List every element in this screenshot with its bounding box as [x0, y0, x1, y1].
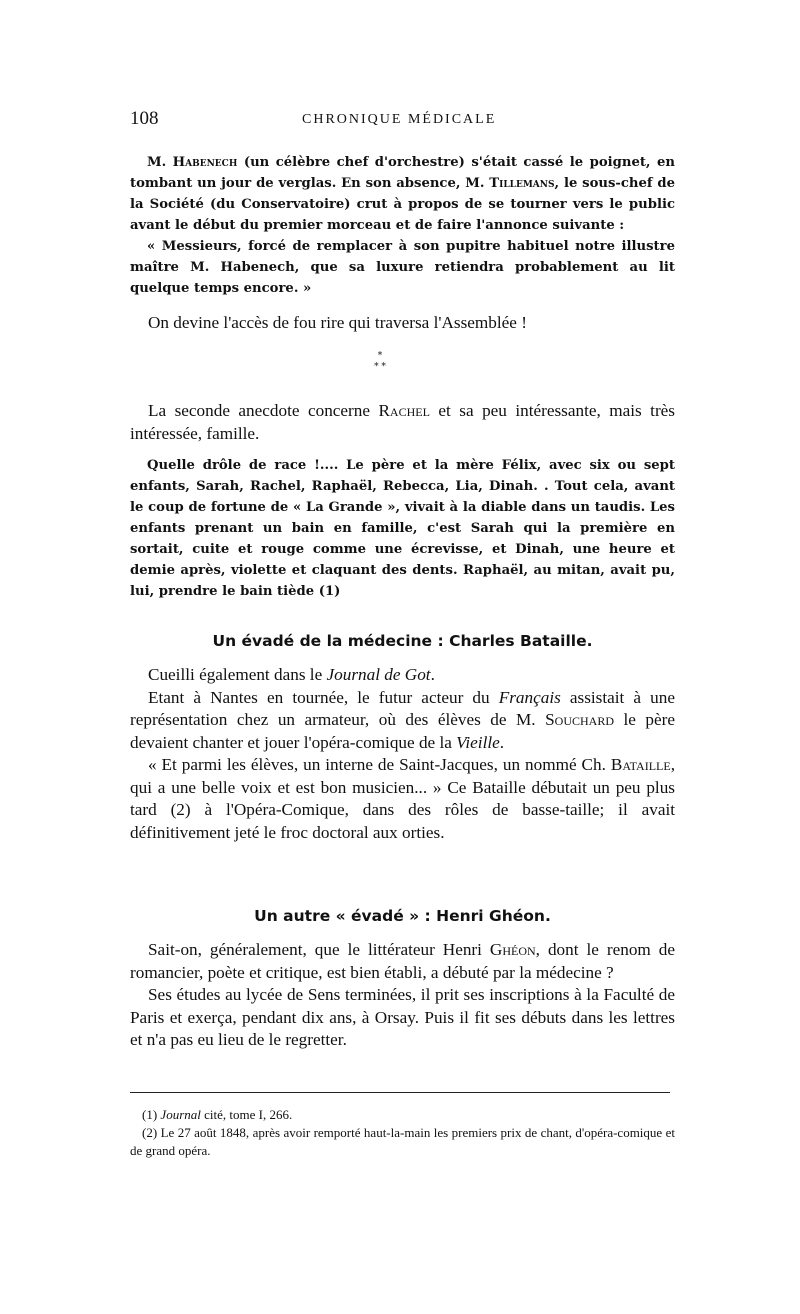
- text-run: le père devaient chanter et jouer l'opéra-comique de la: [130, 710, 675, 752]
- text-fou-rire: On devine l'accès de fou rire qui traversa l'Assemblée !: [148, 313, 527, 332]
- title-journal: Journal: [160, 1107, 201, 1122]
- text-run: , dont le renom de romancier, poète et critique, est bien établi, a débuté par la médecine ?: [130, 940, 676, 982]
- section-heading-gheon: Un autre « évadé » : Henri Ghéon.: [254, 907, 551, 925]
- text-run: , le sous-chef de la Société (du Conservatoire) crut à propos de se tourner vers le public avant le début du premier morceau et de faire l'annonce suivante :: [130, 176, 676, 233]
- paragraph-habenech: [130, 152, 675, 236]
- text-run: cité, tome I, 266.: [200, 1107, 293, 1122]
- name-rachel: Rachel: [378, 401, 430, 420]
- name-souchard: Souchard: [545, 710, 614, 729]
- running-title: CHRONIQUE MÉDICALE: [302, 112, 497, 127]
- text-run: , qui a une belle voix et est bon musicien... » Ce Bataille débutait un peu plus tard (2) à l'Opéra-Comique, dans des rôles de basse-taille; il avait définitivement jeté le froc doctoral aux orties.: [130, 755, 675, 842]
- footnotes: [130, 1106, 675, 1160]
- text-run: et sa peu intéressante, mais très intéressée, famille.: [130, 401, 675, 443]
- text-run: assistait à une représentation chez un armateur, où des élèves de M.: [130, 687, 675, 729]
- asterism-top: *: [377, 351, 383, 361]
- paragraph-famille-felix: [130, 455, 675, 602]
- footnote-number: (1): [142, 1107, 161, 1122]
- text-run: .: [499, 732, 505, 752]
- title-journal-de-got: Journal de Got: [326, 665, 431, 684]
- paragraph-rachel: [130, 400, 675, 445]
- paragraph-fou-rire: [130, 312, 675, 335]
- paragraph-saint-jacques: [130, 754, 675, 844]
- text-run: Cueilli également dans le: [148, 665, 327, 684]
- text-famille-felix: Quelle drôle de race !.... Le père et la mère Félix, avec six ou sept enfants, Sarah, Rachel, Raphaël, Rebecca, Lia, Dinah. . Tout cela, avant le coup de fortune de « La Grande », vivait à la diable dans un taudis. Les enfants prenant un bain en famille, c'est Sarah qui la première en sortait, cuite et rouge comme une écrevisse, et Dinah, une heure et demie après, violette et claquant des dents. Raphaël, au mitan, avait pu, lui, prendre le bain tiède (1): [130, 458, 675, 599]
- name-gheon: Ghéon: [489, 940, 536, 959]
- section-gheon: [130, 939, 675, 1052]
- footnote-rule: [130, 1092, 670, 1093]
- title-francais: Français: [498, 687, 561, 707]
- anecdote-habenech: [130, 152, 675, 299]
- asterism-bottom: * *: [374, 362, 386, 372]
- text-run: « Et parmi les élèves, un interne de Saint-Jacques, un nommé Ch.: [148, 755, 611, 774]
- paragraph-gheon-etudes: Ses études au lycée de Sens terminées, il prit ses inscriptions à la Faculté de Paris et exerça, pendant dix ans, à Orsay. Puis il fit ses débuts dans les lettres et n'a pas eu lieu de le regretter.: [130, 985, 675, 1049]
- paragraph-journal-got: [130, 664, 675, 687]
- text-rachel: [130, 400, 675, 445]
- name-tillemans: Tillemans: [489, 176, 555, 191]
- section-bataille: [130, 664, 675, 844]
- footnote-1: [130, 1106, 675, 1124]
- footnote-2: (2) Le 27 août 1848, après avoir remporté haut-la-main les premiers prix de chant, d'opéra-comique et de grand opéra.: [130, 1125, 675, 1158]
- page-number: 108: [130, 108, 159, 129]
- paragraph-gheon-intro: [130, 939, 675, 984]
- text-run: .: [430, 665, 435, 684]
- running-head: [130, 108, 675, 132]
- section-heading-bataille: Un évadé de la médecine : Charles Bataille.: [212, 632, 593, 650]
- text-run: Etant à Nantes en tournée, le futur acteur du: [148, 687, 499, 707]
- paragraph-announcement: « Messieurs, forcé de remplacer à son pupitre habituel notre illustre maître M. Habenech, que sa luxure retiendra probablement au lit quelque temps encore. »: [130, 239, 675, 296]
- asterism-separator: [368, 351, 392, 379]
- text-run: (un célèbre chef d'orchestre) s'était cassé le poignet, en tombant un jour de verglas. En son absence, M.: [130, 155, 675, 191]
- name-habenech: M. Habenech: [147, 155, 238, 170]
- text-run: Sait-on, généralement, que le littérateur Henri: [148, 940, 490, 959]
- paragraph-nantes: [130, 687, 675, 755]
- title-vieille: Vieille: [456, 732, 500, 752]
- text-run: La seconde anecdote concerne: [148, 401, 379, 420]
- name-bataille: Bataille: [610, 755, 671, 774]
